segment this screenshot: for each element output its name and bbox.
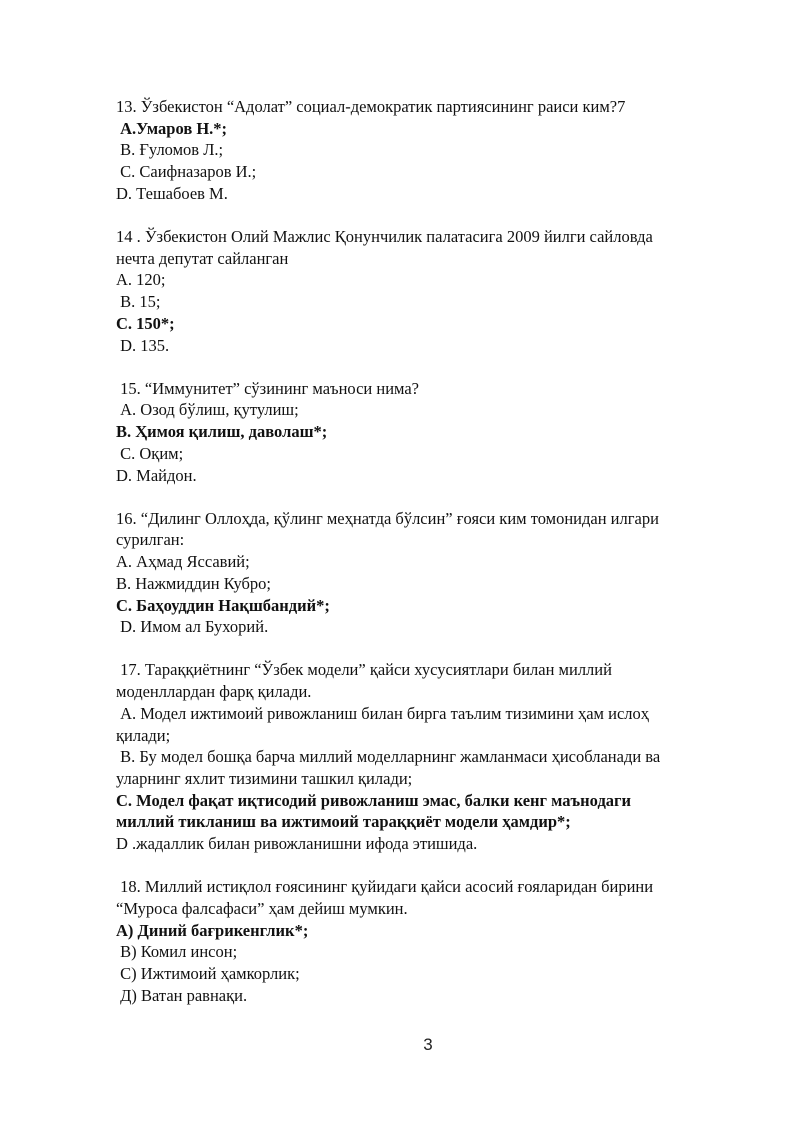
answer-option: A. 120; <box>116 270 166 290</box>
answer-option: A. Модел ижтимоий ривожланиш билан бирга таълим тизимини ҳам ислоҳ қилади; <box>116 703 649 745</box>
question-prompt: 14 . Ўзбекистон Олий Мажлис Қонунчилик палатасига 2009 йилги сайловда <box>116 227 653 247</box>
answer-option: B. Ғуломов Л.; <box>116 140 224 160</box>
answer-option: C. Оқим; <box>116 443 184 463</box>
answer-option: D. Майдон. <box>116 465 197 485</box>
question-prompt: сурилган: <box>116 530 185 550</box>
question-14 <box>116 226 756 356</box>
answer-option: C) Ижтимоий ҳамкорлик; <box>116 964 300 984</box>
question-prompt: “Муроса фалсафаси” ҳам дейиш мумкин. <box>116 899 408 918</box>
question-prompt: 15. “Иммунитет” сўзининг маъноси нима? <box>116 378 419 398</box>
answer-option: A. Озод бўлиш, қутулиш; <box>116 400 299 420</box>
answer-option: C. Саифназаров И.; <box>116 162 257 182</box>
answer-option-correct: C. Баҳоуддин Нақшбандий*; <box>116 595 330 615</box>
answer-option: B. Бу модел бошқа барча миллий моделларнинг жамланмаси ҳисобланади ва уларнинг яхлит тизимини ташкил қилади; <box>116 747 661 788</box>
question-prompt: 16. “Дилинг Оллоҳда, қўлинг меҳнатда бўлсин” ғояси ким томонидан илгари <box>116 508 659 528</box>
answer-option: Д) Ватан равнақи. <box>116 985 248 1005</box>
question-17 <box>116 659 756 854</box>
answer-option: D. Тешабоев М. <box>116 183 228 203</box>
question-15 <box>116 378 756 487</box>
question-13 <box>116 96 756 205</box>
answer-option: D. Имом ал Бухорий. <box>116 617 269 637</box>
question-prompt: 18. Миллий истиқлол ғоясининг қуйидаги қайси асосий ғояларидан бирини <box>116 877 654 897</box>
answer-option: A. Аҳмад Яссавий; <box>116 552 250 572</box>
answer-option-correct: C. Модел фақат иқтисодий ривожланиш эмас, балки кенг маънодаги миллий тикланиш ва ижтимоий тараққиёт модели ҳамдир*; <box>116 790 632 832</box>
question-prompt: 13. Ўзбекистон “Адолат” социал-демократик партиясининг раиси ким?7 <box>116 97 626 116</box>
answer-option: D .жадаллик билан ривожланишни ифода этишида. <box>116 834 478 854</box>
question-16 <box>116 508 756 638</box>
answer-option: B. Нажмиддин Кубро; <box>116 573 272 593</box>
question-prompt: 17. Тараққиётнинг “Ўзбек модели” қайси хусусиятлари билан миллий <box>116 660 612 680</box>
answer-option: B. 15; <box>116 292 161 312</box>
question-prompt: моденллардан фарқ қилади. <box>116 682 312 702</box>
answer-option: B) Комил инсон; <box>116 942 238 962</box>
answer-option-correct: A.Умаров Н.*; <box>116 118 228 138</box>
answer-option-correct: C. 150*; <box>116 313 175 333</box>
question-18 <box>116 876 756 1006</box>
page-number: 3 <box>423 1035 433 1054</box>
answer-option: D. 135. <box>116 335 170 355</box>
answer-option-correct: A) Диний бағрикенглик*; <box>116 920 309 940</box>
question-prompt: нечта депутат сайланган <box>116 248 289 268</box>
answer-option-correct: B. Ҳимоя қилиш, даволаш*; <box>116 422 328 442</box>
document-body <box>116 96 756 1028</box>
